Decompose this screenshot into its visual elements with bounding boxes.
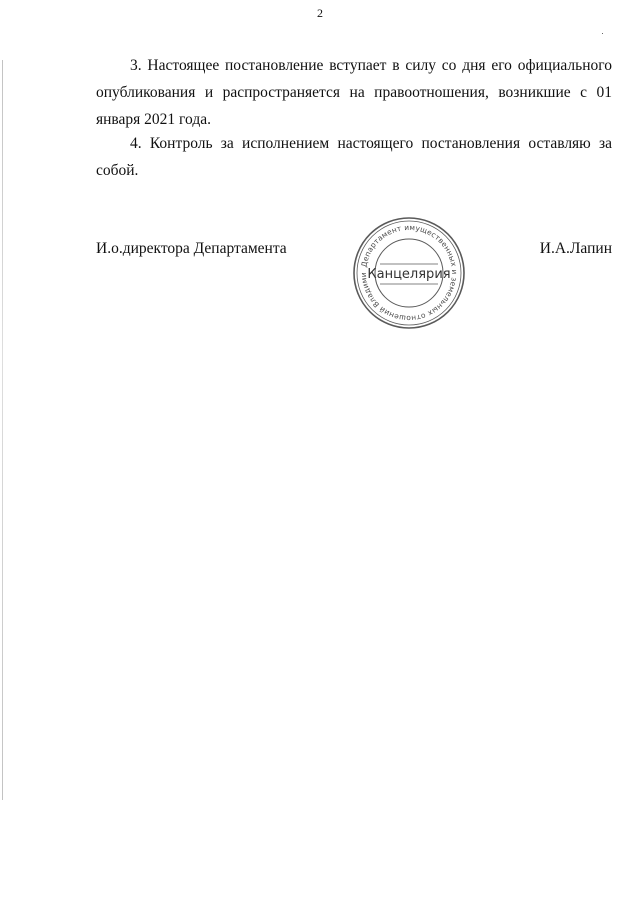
paragraph-item-4: 4. Контроль за исполнением настоящего постановления оставляю за собой. [96, 135, 612, 179]
stamp-ring-text: Департамент имущественных и земельных отношений Владими [358, 222, 460, 324]
scan-edge-shadow [2, 60, 3, 800]
page-number: 2 [317, 6, 323, 20]
signer-title: И.о.директора Департамента [96, 240, 287, 257]
paragraph-item-3: 3. Настоящее постановление вступает в силу со дня его официального опубликования и распространяется на правоотношения, возникшие с 01 января 2021 года. [96, 57, 612, 128]
office-stamp [350, 214, 468, 332]
stamp-seal-icon [350, 214, 468, 332]
signer-name: И.А.Лапин [539, 240, 612, 257]
stamp-center-text: Канцелярия [367, 267, 451, 282]
scan-speck [602, 33, 603, 34]
